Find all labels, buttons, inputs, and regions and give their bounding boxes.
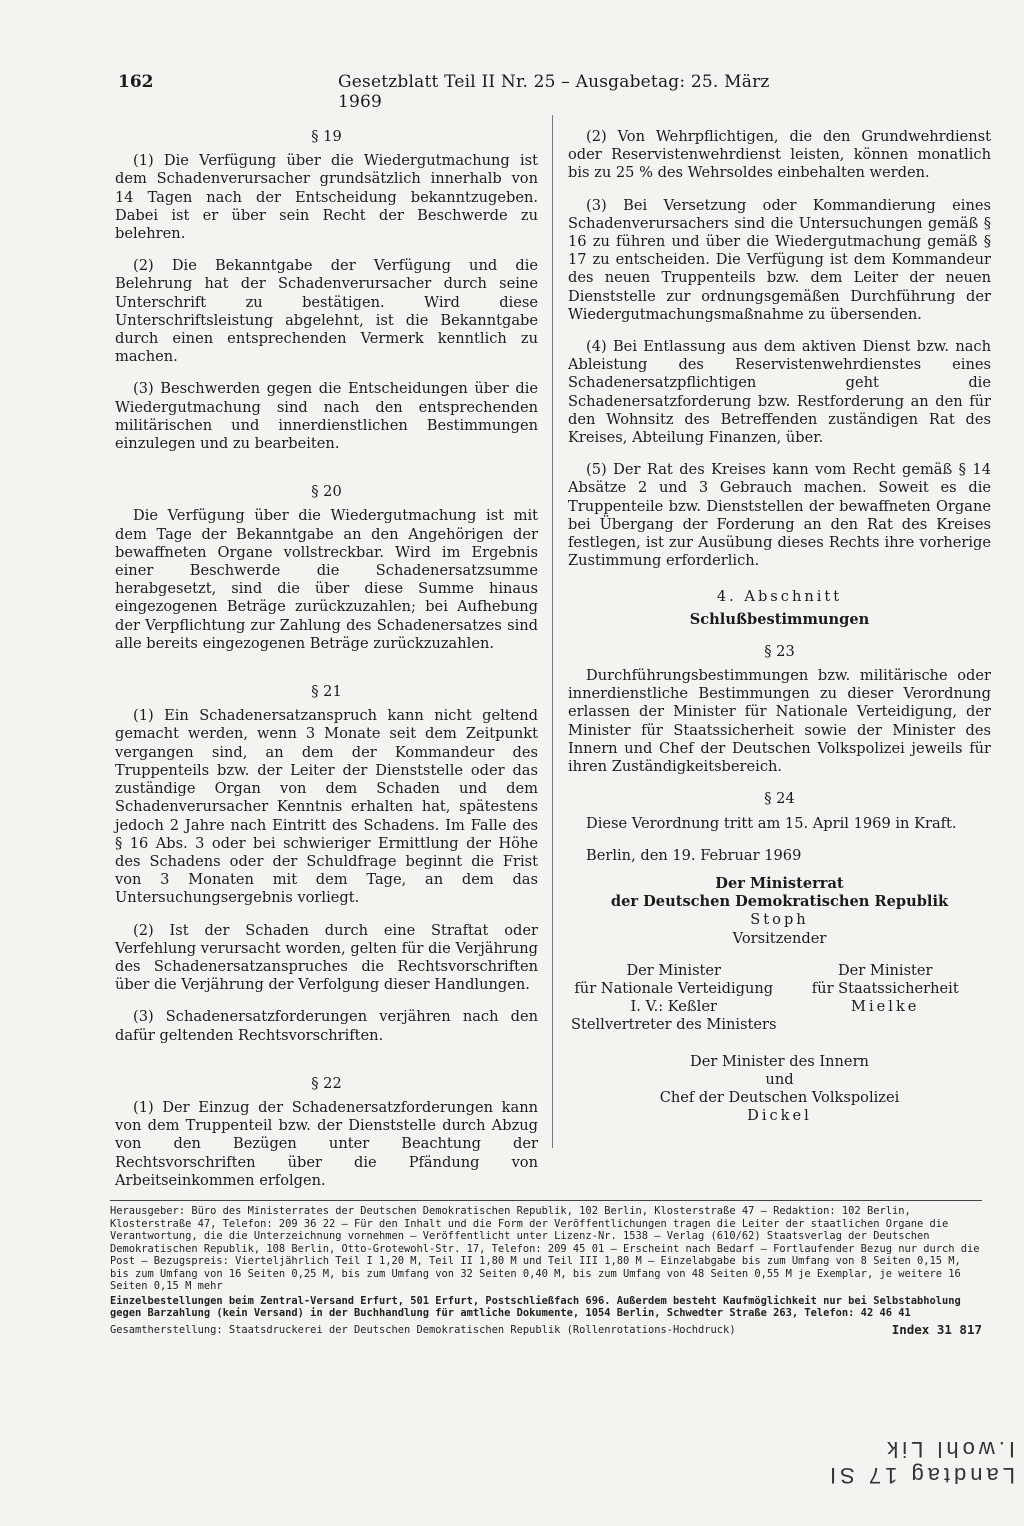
section-19-paragraph-3: (3) Beschwerden gegen die Entscheidungen über die Wiedergutmachung sind nach den entsprechenden militärischen und innerdienstlichen Bestimmungen einzulegen und zu bearbeiten. <box>115 380 538 453</box>
section-23-heading: § 23 <box>764 642 795 660</box>
section-21-paragraph-2: (2) Ist der Schaden durch eine Straftat oder Verfehlung verursacht worden, gelten für die Verjährung des Schadenersatzanspruches die Rechtsvorschriften über die Verjährung der Verfolgung dieser Handlungen. <box>115 921 538 994</box>
section-21-paragraph-3: (3) Schadenersatzforderungen verjähren nach den dafür geltenden Rechtsvorschriften. <box>115 1008 538 1044</box>
archive-stamp <box>735 1428 1015 1488</box>
left-column <box>115 128 538 1196</box>
footer-publisher: Herausgeber: Büro des Ministerrates der Deutschen Demokratischen Republik, 102 Berlin, Klosterstraße 47 – Redaktion: 102 Berlin, Klosterstraße 47, Telefon: 209 36 22 – Für den Inhalt und die Form der Veröffentlichungen tragen die Leiter der staatlichen Organe die Verantwortung, die die Unterzeichnung vornehmen – Veröffentlicht unter Lizenz-Nr. 1538 – Verlag (610/62) Staatsverlag der Deutschen Demokratischen Republik, 108 Berlin, Otto-Grotewohl-Str. 17, Telefon: 209 45 01 – Erscheint nach Bedarf – Fortlaufender Bezug nur durch die Post – Bezugspreis: Vierteljährlich Teil I 1,20 M, Teil II 1,80 M und Teil III 1,80 M – Einzelabgabe bis zum Umfang von 8 Seiten 0,15 M, bis zum Umfang von 16 Seiten 0,25 M, bis zum Umfang von 32 Seiten 0,40 M, bis zum Umfang von 48 Seiten 0,55 M je Exemplar, je weitere 16 Seiten 0,15 M mehr <box>110 1205 980 1292</box>
minister-interior-block <box>568 1053 991 1126</box>
footer-index: Index 31 817 <box>891 1321 982 1337</box>
archive-stamp-line-1: Landtag 17 SI <box>825 1463 1015 1488</box>
minister-defence-block <box>568 962 780 1035</box>
minister-interior-line-2: und <box>765 1070 794 1088</box>
chair-signature: Stoph <box>750 911 809 929</box>
place-and-date: Berlin, den 19. Februar 1969 <box>586 846 802 864</box>
minister-interior-line-1: Der Minister des Innern <box>690 1052 869 1070</box>
page-header <box>118 72 798 112</box>
minister-security-signature: Mielke <box>851 998 920 1016</box>
section-22-paragraph-4: (4) Bei Entlassung aus dem aktiven Dienst bzw. nach Ableistung des Reservistenwehrdienstes eines Schadenersatzpflichtigen geht die Schadenersatzforderung bzw. Restforderung an den für den Wohnsitz des Betreffenden zuständigen Rat des Kreises, Abteilung Finanzen, über. <box>568 338 991 447</box>
archive-stamp-line-2: I.wohl Lik <box>883 1437 1015 1462</box>
minister-security-line-1: Der Minister <box>837 961 933 979</box>
footer-orders: Einzelbestellungen beim Zentral-Versand Erfurt, 501 Erfurt, Postschließfach 696. Außerdem besteht Kaufmöglichkeit nur bei Selbstabholung gegen Barzahlung (kein Versand) in der Buchhandlung für amtliche Dokumente, 1054 Berlin, Schwedter Straße 263, Telefon: 42 46 41 <box>110 1294 961 1319</box>
section-19-heading: § 19 <box>311 128 342 145</box>
council-name-line-1: Der Ministerrat <box>715 874 844 892</box>
minister-defence-line-4: Stellvertreter des Ministers <box>570 1016 777 1034</box>
column-divider <box>552 115 553 1148</box>
chapter-title: Schlußbestimmungen <box>689 610 870 628</box>
right-column <box>568 128 991 1125</box>
minister-security-block <box>780 962 992 1035</box>
minister-defence-line-2: für Nationale Verteidigung <box>574 979 774 997</box>
section-21-heading: § 21 <box>311 683 342 701</box>
section-23-paragraph: Durchführungsbestimmungen bzw. militärische oder innerdienstliche Bestimmungen zu dieser Verordnung erlassen der Minister für Nationale Verteidigung, der Minister für Staatssicherheit sowie der Minister des Innern und Chef der Deutschen Volkspolizei jeweils für ihren Zuständigkeitsbereich. <box>568 667 991 776</box>
minister-defence-signature: I. V.: Keßler <box>630 998 717 1016</box>
minister-security-line-2: für Staatssicherheit <box>811 979 959 997</box>
council-name-line-2: der Deutschen Demokratischen Republik <box>610 893 949 911</box>
section-24-paragraph: Diese Verordnung tritt am 15. April 1969 in Kraft. <box>586 814 957 832</box>
section-20-heading: § 20 <box>311 483 342 501</box>
section-20-paragraph-1: Die Verfügung über die Wiedergutmachung ist mit dem Tage der Bekanntgabe an den Angehörigen der bewaffneten Organe vollstreckbar. Wird im Ergebnis einer Beschwerde die Schadenersatzsumme herabgesetzt, sind die über diese Summe hinaus eingezogenen Beträge zurückzuzahlen; bei Aufhebung der Verpflichtung zur Zahlung des Schadenersatzes sind alle bereits eingezogenen Beträge zurückzuzahlen. <box>115 507 538 652</box>
minister-interior-line-3: Chef der Deutschen Volkspolizei <box>659 1088 900 1106</box>
running-title: Gesetzblatt Teil II Nr. 25 – Ausgabetag: 25. März 1969 <box>338 72 770 112</box>
chapter-label: 4. Abschnitt <box>716 588 843 606</box>
footer-rule <box>110 1200 982 1201</box>
section-24-heading: § 24 <box>764 790 795 808</box>
section-22-paragraph-3: (3) Bei Versetzung oder Kommandierung eines Schadenverursachers sind die Untersuchungen gemäß § 16 zu führen und über die Wiedergutmachung gemäß § 17 zu entscheiden. Die Verfügung ist dem Kommandeur des neuen Truppenteils bzw. dem Leiter der neuen Dienststelle zur ordnungsgemäßen Durchführung der Wiedergutmachungsmaßnahme zu übersenden. <box>568 196 991 323</box>
section-21-paragraph-1: (1) Ein Schadenersatzanspruch kann nicht geltend gemacht werden, wenn 3 Monate seit dem Zeitpunkt vergangen sind, an dem der Kommandeur des Truppenteils bzw. der Leiter der Dienststelle oder das zuständige Organ von dem Schaden und dem Schadenverursacher Kenntnis erhalten hat, spätestens jedoch 2 Jahre nach Eintritt des Schadens. Im Falle des § 16 Abs. 3 oder bei schwieriger Ermittlung der Höhe des Schadens oder der Schuldfrage beginnt die Frist von 3 Monaten mit dem Tage, an dem das Untersuchungsergebnis vorliegt. <box>115 707 538 907</box>
footer-bottom-row <box>110 1321 982 1337</box>
page-number: 162 <box>118 72 154 92</box>
section-22-paragraph-2: (2) Von Wehrpflichtigen, die den Grundwehrdienst oder Reservistenwehrdienst leisten, können monatlich bis zu 25 % des Wehrsoldes einbehalten werden. <box>568 128 991 182</box>
section-22-paragraph-5: (5) Der Rat des Kreises kann vom Recht gemäß § 14 Absätze 2 und 3 Gebrauch machen. Soweit es die Truppenteile bzw. Dienststellen der bewaffneten Organe bei Übergang der Forderung an den Rat des Kreises festlegen, ist zur Ausübung dieses Rechts ihre vorherige Zustimmung erforderlich. <box>568 461 991 570</box>
section-22-heading: § 22 <box>311 1074 342 1092</box>
footer-printer: Gesamtherstellung: Staatsdruckerei der Deutschen Demokratischen Republik (Rollenrotations-Hochdruck) <box>110 1323 736 1336</box>
minister-signatures-row <box>568 962 991 1035</box>
section-19-paragraph-2: (2) Die Bekanntgabe der Verfügung und die Belehrung hat der Schadenverursacher durch seine Unterschrift zu bestätigen. Wird diese Unterschriftsleistung abgelehnt, ist die Bekanntgabe durch einen entsprechenden Vermerk kenntlich zu machen. <box>115 257 538 366</box>
minister-defence-line-1: Der Minister <box>626 961 722 979</box>
imprint-footer <box>110 1200 982 1336</box>
section-22-paragraph-1: (1) Der Einzug der Schadenersatzforderungen kann von dem Truppenteil bzw. der Dienststelle durch Abzug von den Bezügen unter Beachtung der Rechtsvorschriften über die Pfändung von Arbeitseinkommen erfolgen. <box>115 1098 538 1189</box>
section-19-paragraph-1: (1) Die Verfügung über die Wiedergutmachung ist dem Schadenverursacher grundsätzlich innerhalb von 14 Tagen nach der Entscheidung bekanntzugeben. Dabei ist er über sein Recht der Beschwerde zu belehren. <box>115 152 538 243</box>
minister-interior-signature: Dickel <box>747 1107 812 1125</box>
chair-title: Vorsitzender <box>732 929 827 947</box>
